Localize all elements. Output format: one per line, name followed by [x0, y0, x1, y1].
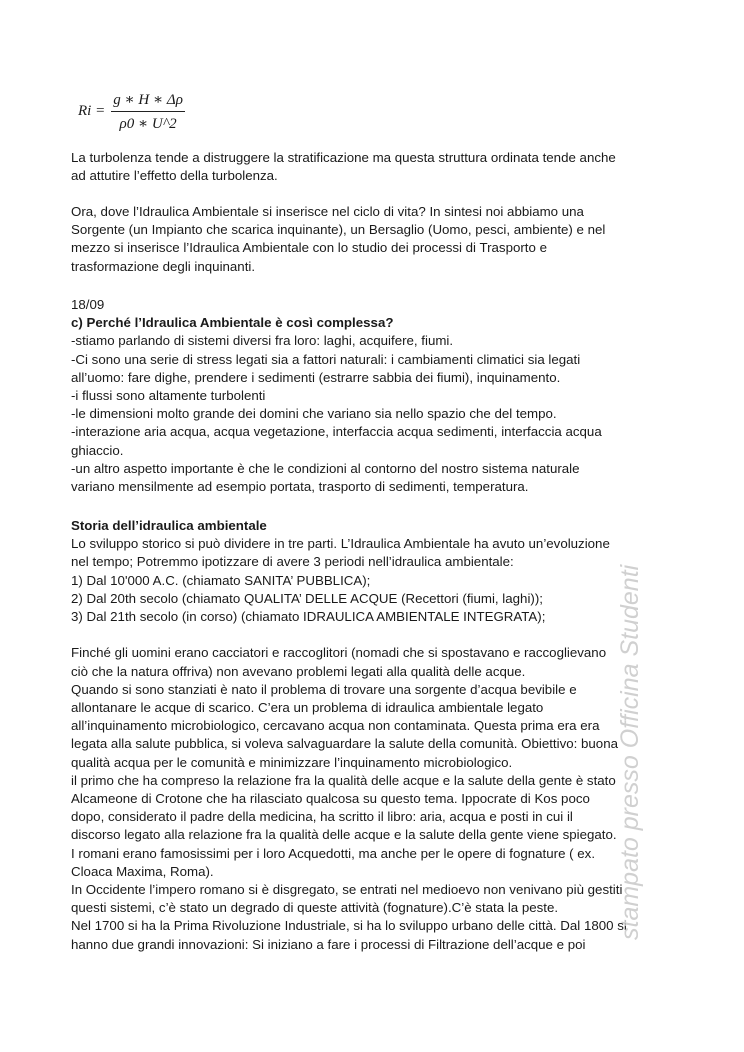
list-item: -le dimensioni molto grande dei domini che variano sia nello spazio che del tempo. — [71, 406, 557, 422]
paragraph-turbulence — [71, 149, 683, 185]
list-item: -stiamo parlando di sistemi diversi fra loro: laghi, acquifere, fiumi. — [71, 333, 454, 349]
text-line: dopo, considerato il padre della medicina, ha scritto il libro: aria, acqua e posti in cui il — [71, 809, 573, 825]
text-line: I romani erano famosissimi per i loro Acquedotti, ma anche per le opere di fognature ( ex. — [71, 845, 596, 861]
list-item: -i flussi sono altamente turbolenti — [71, 388, 266, 404]
text-line: allontanare le acque di scarico. C’era un problema di idraulica ambientale legato — [71, 700, 544, 716]
text-line: In Occidente l’impero romano si è disgregato, se entrati nel medioevo non venivano più gestiti — [71, 882, 623, 898]
list-item: ghiaccio. — [71, 442, 124, 458]
text-line: Nel 1700 si ha la Prima Rivoluzione Industriale, si ha lo sviluppo urbano delle città. Dal 1800 si — [71, 918, 627, 934]
text-line: Cloaca Maxima, Roma). — [71, 863, 214, 879]
date-label: 18/09 — [71, 297, 105, 312]
text-line: La turbolenza tende a distruggere la stratificazione ma questa struttura ordinata tende anche — [71, 150, 616, 165]
text-line: ciò che la natura offriva) non avevano problemi legati alla qualità delle acque. — [71, 663, 526, 679]
text-line: Alcameone di Crotone che ha rilasciato qualcosa su questo tema. Ippocrate di Kos poco — [71, 791, 590, 807]
text-line: trasformazione degli inquinanti. — [71, 258, 256, 274]
text-line: questi sistemi, c’è stato un degrado di queste attività (fognature).C’è stata la peste. — [71, 900, 559, 916]
section-heading: c) Perché l’Idraulica Ambientale è così complessa? — [71, 315, 394, 331]
text-line: legata alla salute pubblica, si voleva salvaguardare la salute della comunità. Obiettivo: buona — [71, 736, 618, 752]
list-item: -Ci sono una serie di stress legati sia a fattori naturali: i cambiamenti climatici sia legati — [71, 351, 581, 367]
text-line: mezzo si inserisce l’Idraulica Ambientale con lo studio dei processi di Trasporto e — [71, 240, 547, 256]
text-line: Quando si sono stanziati è nato il problema di trovare una sorgente d’acqua bevibile e — [71, 681, 577, 697]
text-line: Lo sviluppo storico si può dividere in tre parti. L’Idraulica Ambientale ha avuto un’evoluzione — [71, 536, 610, 552]
list-item: 3) Dal 21th secolo (in corso) (chiamato IDRAULICA AMBIENTALE INTEGRATA); — [71, 609, 546, 625]
text-line: qualità acqua per le comunità e minimizzare l’inquinamento microbiologico. — [71, 754, 513, 770]
list-item: all’uomo: fare dighe, prendere i sedimenti (estrarre sabbia dei fiumi), inquinamento. — [71, 369, 561, 385]
list-item: variano mensilmente ad esempio portata, trasporto di sedimenti, temperatura. — [71, 479, 529, 495]
list-item: -un altro aspetto importante è che le condizioni al contorno del nostro sistema naturale — [71, 460, 580, 476]
text-line: ad attutire l’effetto della turbolenza. — [71, 168, 278, 184]
section-history — [71, 517, 683, 954]
paragraph-gap — [71, 626, 683, 644]
watermark: stampato presso Officina Studenti — [616, 564, 644, 940]
text-line: nel tempo; Potremmo ipotizzare di avere 3 periodi nell’idraulica ambientale: — [71, 554, 514, 570]
text-line: il primo che ha compreso la relazione fra la qualità delle acque e la salute della gente è stato — [71, 772, 616, 788]
formula-lhs: Ri = — [78, 103, 106, 119]
list-item: -interazione aria acqua, acqua vegetazione, interfaccia acqua sedimenti, interfaccia acqua — [71, 424, 602, 440]
text-line: Sorgente (un Impianto che scarica inquinante), un Bersaglio (Uomo, pesci, ambiente) e nel — [71, 222, 606, 238]
text-line: hanno due grandi innovazioni: Si iniziano a fare i processi di Filtrazione dell’acque e poi — [71, 936, 586, 952]
richardson-formula — [78, 90, 185, 133]
formula-numerator: g ∗ H ∗ Δρ — [111, 90, 185, 112]
list-item: 1) Dal 10'000 A.C. (chiamato SANITA’ PUBBLICA); — [71, 572, 371, 588]
formula-fraction — [111, 90, 185, 133]
formula-denominator: ρ0 ∗ U^2 — [119, 116, 177, 132]
text-line: discorso legato alla relazione fra la qualità delle acque e la salute della gente viene spiegato. — [71, 827, 617, 843]
section-heading: Storia dell’idraulica ambientale — [71, 518, 267, 533]
text-line: Finché gli uomini erano cacciatori e raccoglitori (nomadi che si spostavano e raccoglievano — [71, 645, 607, 661]
text-line: Ora, dove l’Idraulica Ambientale si inserisce nel ciclo di vita? In sintesi noi abbiamo una — [71, 204, 584, 219]
text-line: all’inquinamento microbiologico, cercavano acqua non contaminata. Questa prima era era — [71, 718, 600, 734]
list-item: 2) Dal 20th secolo (chiamato QUALITA’ DELLE ACQUE (Recettori (fiumi, laghi)); — [71, 590, 543, 606]
section-complexity — [71, 296, 683, 496]
paragraph-life-cycle — [71, 203, 683, 276]
